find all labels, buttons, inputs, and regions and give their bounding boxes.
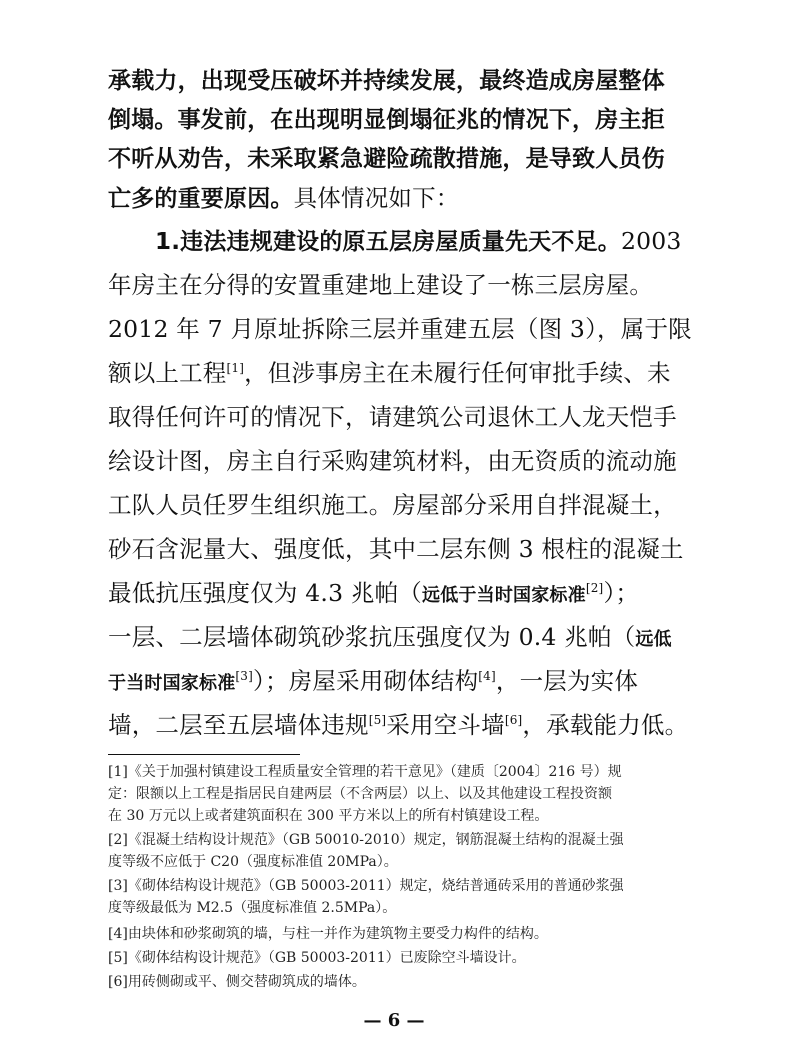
footnote-line: [4]由块体和砂浆砌筑的墙，与柱一并作为建筑物主要受力构件的结构。 <box>108 926 548 942</box>
text-line <box>108 666 638 699</box>
footnote-line: 度等级不应低于 C20（强度标准值 20MPa）。 <box>108 854 398 870</box>
footnote-ref[interactable]: [3] <box>235 669 254 684</box>
bold-text: 亡多的重要原因。 <box>108 186 294 212</box>
footnote-ref[interactable]: [1] <box>226 361 245 376</box>
plain-text: 2003 <box>620 227 682 255</box>
footnote-line: [2]《混凝土结构设计规范》（GB 50010-2010）规定，钢筋混凝土结构的混凝土强 <box>108 832 624 848</box>
text-line: 不听从劝告，未采取紧急避险疏散措施，是导致人员伤 <box>108 146 665 172</box>
text-line: 取得任何许可的情况下，请建筑公司退休工人龙天恺手 <box>108 403 677 431</box>
text-line: 绘设计图，房主自行采购建筑材料，由无资质的流动施 <box>108 447 677 475</box>
text-line <box>108 358 671 388</box>
text-line: 承载力，出现受压破坏并持续发展，最终造成房屋整体 <box>108 68 665 94</box>
plain-text: 最低抗压强度仅为 4.3 兆帕（ <box>108 579 423 607</box>
footnote-line: 度等级最低为 M2.5（强度标准值 2.5MPa）。 <box>108 900 397 916</box>
text-line: 2012 年 7 月原址拆除三层并重建五层（图 3），属于限 <box>108 315 692 343</box>
text-line: 倒塌。事发前，在出现明显倒塌征兆的情况下，房主拒 <box>108 107 665 133</box>
section-heading: 1.违法违规建设的原五层房屋质量先天不足。 <box>155 229 621 255</box>
plain-text: 一层、二层墙体砌筑砂浆抗压强度仅为 0.4 兆帕（ <box>108 623 636 651</box>
footnote-divider <box>108 754 300 755</box>
footnote-ref[interactable]: [2] <box>585 581 604 596</box>
text-line: 年房主在分得的安置重建地上建设了一栋三层房屋。 <box>108 271 654 299</box>
footnote-line: [5]《砌体结构设计规范》（GB 50003-2011）已废除空斗墙设计。 <box>108 950 526 966</box>
footnote-line: 定：限额以上工程是指居民自建两层（不含两层）以上、以及其他建设工程投资额 <box>108 786 612 802</box>
plain-text: ）； <box>603 579 640 607</box>
footnote-ref[interactable]: [4] <box>478 669 496 684</box>
footnote-line: [6]用砖侧砌或平、侧交替砌筑成的墙体。 <box>108 974 366 990</box>
plain-text: ）；房屋采用砌体结构 <box>253 667 479 695</box>
text-line <box>108 578 639 611</box>
text-line <box>155 226 682 257</box>
plain-text: 额以上工程 <box>108 359 227 387</box>
plain-text: ，一层为实体 <box>495 667 639 695</box>
footnote-line: [1]《关于加强村镇建设工程质量安全管理的若干意见》（建质〔2004〕216 号）规 <box>108 764 622 780</box>
small-bold-text: 远低 <box>635 629 672 650</box>
text-line <box>108 622 672 655</box>
footnote-ref[interactable]: [5] <box>368 713 387 728</box>
plain-text: 具体情况如下： <box>293 184 460 212</box>
text-line: 砂石含泥量大、强度低，其中二层东侧 3 根柱的混凝土 <box>108 535 684 563</box>
plain-text: 墙，二层至五层墙体违规 <box>108 711 369 739</box>
footnote-line: [3]《砌体结构设计规范》（GB 50003-2011）规定，烧结普通砖采用的普通砂浆强 <box>108 878 624 894</box>
plain-text: ，承载能力低。 <box>522 711 689 739</box>
small-bold-text: 远低于当时国家标准 <box>422 585 586 606</box>
page-number: — 6 — <box>363 1010 425 1031</box>
footnote-line: 在 30 万元以上或者建筑面积在 300 平方米以上的所有村镇建设工程。 <box>108 808 549 824</box>
small-bold-text: 于当时国家标准 <box>108 673 236 694</box>
plain-text: 采用空斗墙 <box>386 711 505 739</box>
footnote-ref[interactable]: [6] <box>504 713 523 728</box>
text-line: 工队人员任罗生组织施工。房屋部分采用自拌混凝土， <box>108 491 677 519</box>
text-line <box>108 183 460 214</box>
text-line <box>108 710 688 740</box>
plain-text: ，但涉事房主在未履行任何审批手续、未 <box>244 359 671 387</box>
